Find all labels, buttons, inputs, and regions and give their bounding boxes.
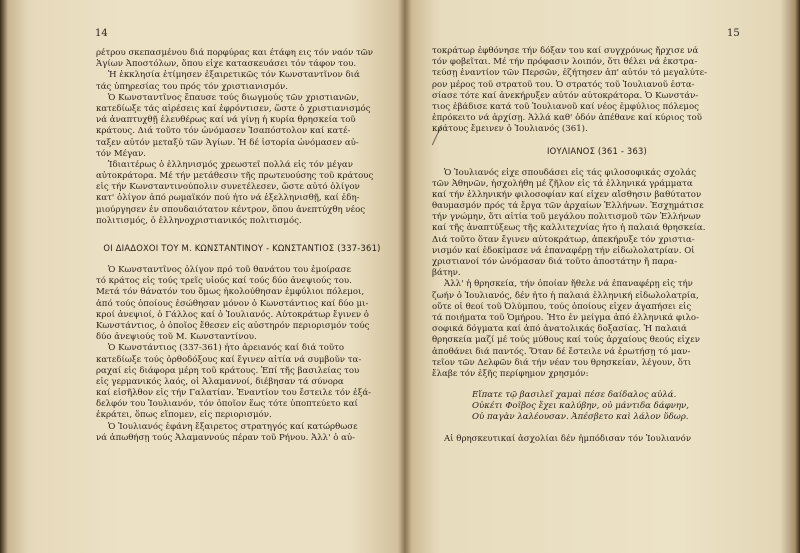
text-line: Ἡ ἐκκλησία ἐτίμησεν ἐξαιρετικῶς τόν Κωνσταντῖνον διά: [108, 70, 360, 81]
page-number-right: 15: [727, 28, 740, 39]
text-line: εἰς γερμανικός λαός, οἱ Ἀλαμαννοί, διέβησαν τά σύνορα: [96, 376, 344, 387]
left-page-text: [96, 48, 388, 444]
text-line: τό κράτος εἰς τούς τρεῖς υἱούς καί τούς δύο ἀνεψιούς του.: [96, 276, 352, 287]
text-line: κατεδίωξε τούς ὀρθοδόξους καί ἔγινεν αἰτία νά συμβοῦν τα-: [96, 354, 362, 365]
text-line: καί εἰσῆλθον εἰς τήν Γαλατίαν. Ἐναντίον του ἔστειλε τόν ἐξά-: [96, 388, 372, 399]
text-line: τιος ἐβάδισε κατά τοῦ Ἰουλιανοῦ καί νέος ἐμφύλιος πόλεμος: [432, 101, 699, 112]
text-line: εἰς τήν Κωνσταντινούπολιν συνετέλεσεν, ὥστε αὐτό ὀλίγον: [96, 182, 360, 193]
text-line: κράτους ἔμεινεν ὁ Ἰουλιανός (361).: [432, 124, 588, 135]
text-line: μιούργησεν ἐν σπουδαιότατον κέντρον, ὅπου ἀνεπτύχθη νέος: [96, 204, 366, 215]
text-line: ραχαί εἰς διάφορα μέρη τοῦ κράτους. Ἐπί τῆς βασιλείας του: [96, 365, 360, 376]
text-line: Ὁ Κωνσταντῖνος ὀλίγον πρό τοῦ θανάτου του ἐμοίρασε: [108, 265, 351, 275]
oracle-line: Εἴπατε τῷ βασιλεῖ χαμαὶ πέσε δαίδαλος αὐλά.: [472, 390, 677, 401]
text-line: κατ' ὀλίγον ἀπό ρωμαϊκόν πού ἦτο νά ἐξελληνισθῇ, καί ἐδη-: [96, 193, 360, 204]
section-heading: ΙΟΥΛΙΑΝΟΣ (361 - 363): [547, 145, 647, 156]
text-line: καί τῆς ἀναπτύξεως τῆς καλλιτεχνίας ἦτο ἡ παλαιά θρησκεία.: [432, 223, 706, 234]
text-line: οὔτε οἱ θεοί τοῦ Ὀλύμπου, τούς ὁποίους εἶχεν ἀγαπήσει εἰς: [432, 301, 692, 312]
section-heading: ΟΙ ΔΙΑΔΟΧΟΙ ΤΟΥ Μ. ΚΩΝΣΤΑΝΤΙΝΟΥ - ΚΩΝΣΤΑΝΤΙΟΣ (337-361): [103, 243, 381, 253]
text-line: ἐπρόκειτο νά ἀρχίσῃ. Ἀλλά καθ' ὁδόν ἀπέθανε καί κύριος τοῦ: [432, 113, 703, 124]
text-line: ἀποθάνει διά παντός. Ὅταν δέ ἔστειλε νά ἐρωτήσῃ τό μαν-: [432, 346, 691, 357]
text-line: Ὁ Κωνσταντῖνος ἔπαυσε τούς διωγμούς τῶν χριστιανῶν,: [108, 92, 360, 103]
text-line: τοκράτωρ ἐφθόνησε τήν δόξαν του καί συγχρόνως ἤρχισε νά: [432, 46, 699, 56]
text-line: Κωνστάντιος, ὁ ὁποῖος ἔθεσεν εἰς αὐστηρόν περιορισμόν τούς: [96, 320, 370, 331]
text-line: χριστιανοί τόν ὠνόμασαν διά τοῦτο ἀποστάτην ἤ παρα-: [432, 257, 678, 267]
text-line: τάς ὑπηρεσίας του πρός τόν χριστιανισμόν.: [96, 81, 288, 92]
text-line: Ἰδιαιτέρως ὁ ἑλληνισμός χρεωστεῖ πολλά εἰς τόν μέγαν: [108, 159, 353, 170]
text-line: σοφικά δόγματα καί ἀπό ἀνατολικάς δοξασίας. Ἡ παλαιά: [432, 324, 687, 335]
text-line: κατεδίωξε τάς αἱρέσεις καί ἐφρόντισεν, ὥστε ὁ χριστιανισμός: [96, 103, 371, 114]
text-line: κράτους. Διά τοῦτο τόν ὠνόμασεν Ἰσαπόστολον καί κατέ-: [96, 126, 351, 137]
text-line: τά ποιήματα τοῦ Ὁμήρου. Ἦτο ἐν μείγμα ἀπό ἑλληνικά φιλο-: [432, 312, 699, 323]
text-line: Ἁγίων Ἀποστόλων, ὅπου εἶχε κατασκευάσει τόν τάφον του.: [96, 59, 357, 70]
right-page-text: [432, 46, 762, 445]
text-line: βάτην.: [432, 268, 461, 279]
text-line: δελφόν του Ἰουλιανόν, τόν ὁποῖον ἕως τότε ὑποπτεύετο καί: [96, 399, 358, 410]
text-line: Ὁ Κωνστάντιος (337-361) ἦτο ἀρειανός καί διά τοῦτο: [108, 343, 345, 354]
text-line: ἔλαβε τόν ἑξῆς περίφημον χρησμόν:: [432, 368, 589, 379]
text-line: ρέτρου σκεπασμένου διά πορφύρας και έτάφη εις τόν ναόν τῶν: [96, 48, 374, 58]
text-line: τεῖον τῶν Δελφῶν διά τήν νέαν του θρησκείαν, λέγουν, ὅτι: [432, 357, 692, 368]
text-line: ταξεν αὐτόν μεταξύ τῶν Ἁγίων. Ἡ δέ ἱστορία ὠνόμασεν αὐ-: [96, 137, 359, 148]
text-line: ζωήν ὁ Ἰουλιανός, δέν ἦτο ἡ παλαιά ἑλληνική εἰδωλολατρία,: [432, 290, 699, 301]
text-line: Ὁ Ἰουλιανός ἐφάνη ἔξαιρετος στρατηγός καί κατώρθωσε: [108, 421, 358, 432]
text-line: ἀπό τούς ὁποίους ἐσώθησαν μόνον ὁ Κωνστάντιος καί δύο μι-: [96, 298, 369, 309]
right-page: [402, 0, 800, 553]
text-line: σίασε τότε καί ἀνεκήρυξεν αὐτόν αὐτοκράτορα. Ὁ Κωνστάν-: [432, 90, 699, 101]
oracle-line: Οὐ παγὰν λαλέουσαν. Ἀπέσβετο καὶ λάλον ὕδωρ.: [472, 412, 689, 423]
text-line: τήν γνώμην, ὅτι αἰτία τοῦ μεγάλου πολιτισμοῦ τῶν Ἑλλήνων: [432, 212, 701, 223]
text-line: νά ἀπωθήσῃ τούς Ἀλαμαννούς πέραν τοῦ Ρήνου. Ἀλλ' ὁ αὐ-: [96, 432, 356, 443]
oracle-line: Οὐκέτι Φοῖβος ἔχει καλύβην, οὐ μάντιδα δάφνην,: [472, 401, 689, 412]
text-line: τόν Μέγαν.: [96, 148, 147, 159]
text-line: Ἀλλ' ἡ θρησκεία, τήν ὁποίαν ἤθελε νά ἐπαναφέρῃ εἰς τήν: [444, 279, 693, 290]
text-line: δύο ἀνεψιούς τοῦ Μ. Κωνσταντίνου.: [96, 332, 257, 343]
page-number-left: 14: [95, 28, 108, 39]
text-line: κροί ἀνεψιοί, ὁ Γάλλος καί ὁ Ἰουλιανός. Αὐτοκράτωρ ἔγινεν ὁ: [96, 309, 369, 320]
text-line: Ὁ Ἰουλιανός εἶχε σπουδάσει εἰς τάς φιλοσοφικάς σχολάς: [444, 167, 697, 178]
text-line: θαυμασμόν πρός τά ἔργα τῶν ἀρχαίων Ἑλλήνων. Ἐσχημάτισε: [432, 201, 704, 212]
text-line: τῶν Ἀθηνῶν, ἠσχολήθη μέ ζῆλον εἰς τά ἑλληνικά γράμματα: [432, 178, 693, 189]
text-line: θρησκεία μαζί μέ τούς μύθους καί τούς ἀρχαίους θεούς εἶχεν: [432, 335, 700, 346]
text-line: τόν φοβεῖται. Μέ τήν πρόφασιν λοιπόν, ὅτι θέλει νά ἐκστρα-: [432, 57, 698, 68]
text-line: νισμόν καί ἐδοκίμασε νά ἐπαναφέρῃ τήν εἰδωλολατρίαν. Οἱ: [432, 245, 695, 256]
text-line: πολιτισμός, ὁ ἑλληνοχριστιανικός πολιτισμός.: [96, 215, 302, 226]
text-line: αὐτοκράτορα. Μέ τήν μετάθεσιν τῆς πρωτευούσης τοῦ κράτους: [96, 171, 374, 182]
text-line: νά ἀναπτυχθῇ ἐλευθέρως καί νά γίνῃ ἡ κυρία θρησκεία τοῦ: [96, 115, 356, 126]
text-line: ρον μέρος τοῦ στρατοῦ του. Ὁ στρατός τοῦ Ἰουλιανοῦ ἐστα-: [432, 79, 695, 90]
text-line: καί τήν ἑλληνικήν φιλοσοφίαν καί εἶχεν αἴσθησιν βαθύτατον: [432, 189, 702, 200]
text-line: Διά τοῦτο ὅταν ἔγινεν αὐτοκράτωρ, ἀπεκήρυξε τόν χριστια-: [432, 234, 695, 245]
text-line: Μετά τόν θάνατόν του ὅμως ἠκολούθησαν ἐμφύλιοι πόλεμοι,: [96, 287, 365, 298]
text-line: ἐκράτει, ὅπως εἴπομεν, εἰς περιορισμόν.: [96, 410, 272, 421]
text-line: τεύσῃ ἐναντίον τῶν Περσῶν, ἐζήτησεν ἀπ' αὐτόν τό μεγαλύτε-: [432, 68, 708, 79]
text-line: Αἱ θρησκευτικαί ἀσχολίαι δέν ἠμπόδισαν τόν Ἰουλιανόν: [444, 433, 692, 444]
